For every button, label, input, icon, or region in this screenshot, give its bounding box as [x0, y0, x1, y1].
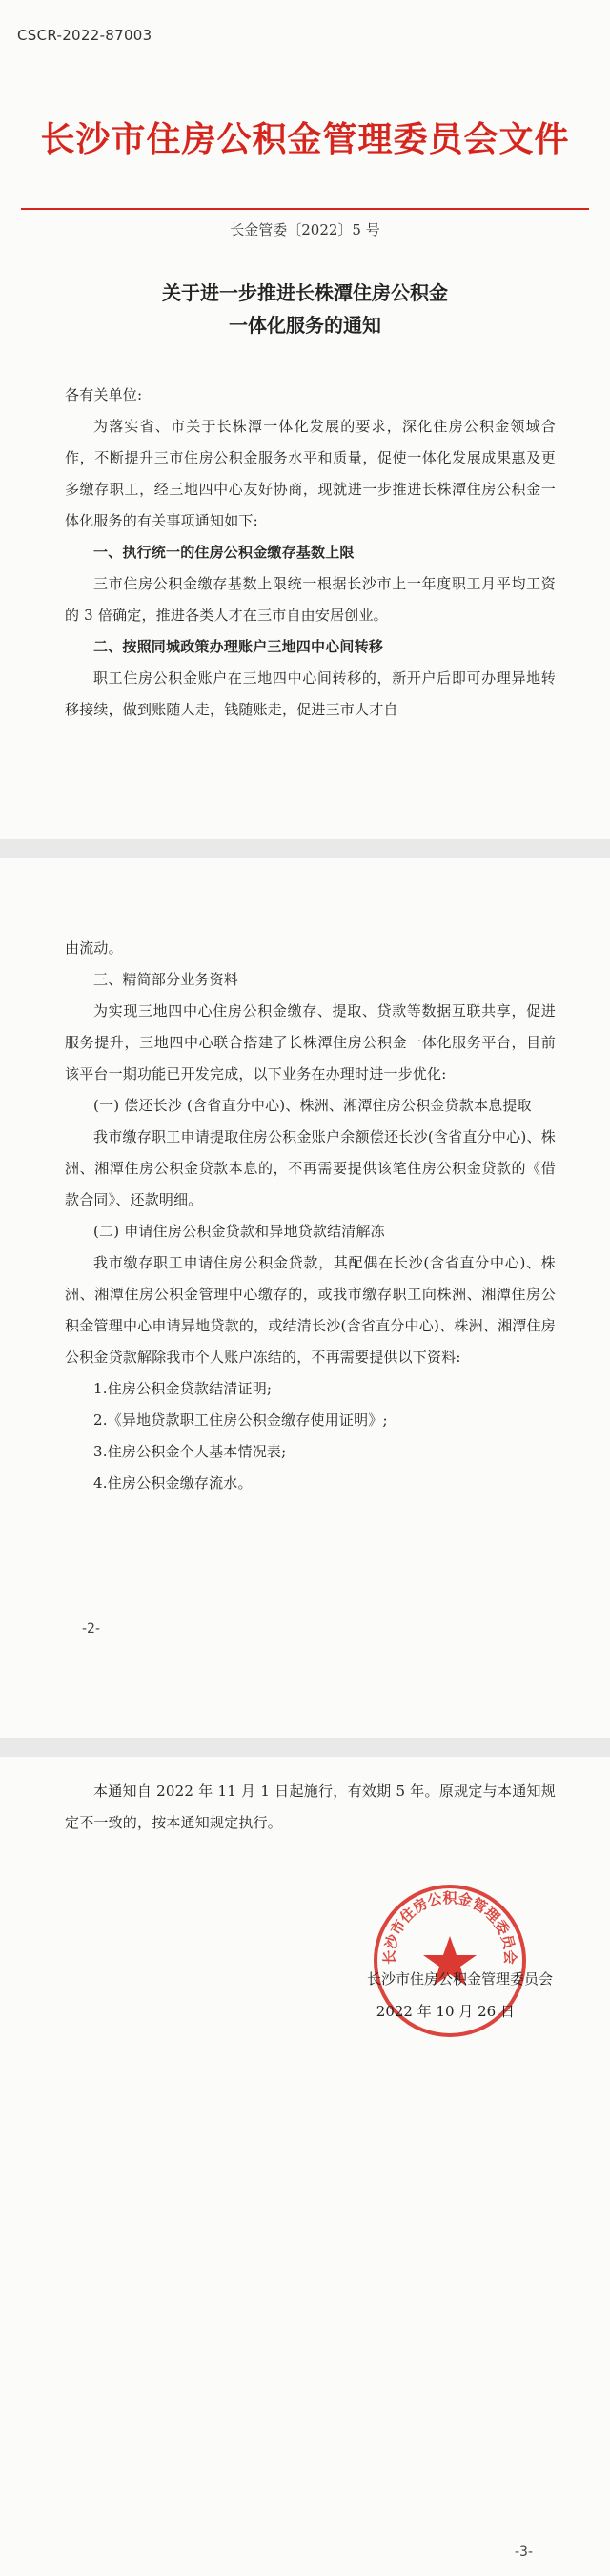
seal-text: 长沙市住房公积金管理委员会: [380, 1888, 519, 1965]
section1-heading: 一、执行统一的住房公积金缴存基数上限: [93, 544, 355, 561]
section3-paragraph: 为实现三地四中心住房公积金缴存、提取、贷款等数据互联共享，促进服务提升，三地四中心联合搭建了长株潭住房公积金一体化服务平台，目前该平台一期功能已开发完成，以下业务在办理时进一步优化:: [65, 1002, 556, 1082]
page-number: -3-: [515, 2545, 534, 2560]
item2-paragraph: 我市缴存职工申请住房公积金贷款，其配偶在长沙(含省直分中心)、株洲、湘潭住房公积金管理中心缴存的，或我市缴存职工向株洲、湘潭住房公积金管理中心申请异地贷款的，或结清长沙(含省直分中心)、株洲、湘潭住房公积金贷款解除我市个人账户冻结的，不再需要提供以下资料:: [65, 1254, 556, 1366]
section2-heading: 二、按照同城政策办理账户三地四中心间转移: [93, 638, 384, 655]
signature-date: 2022 年 10 月 26 日: [376, 2003, 515, 2020]
item1-paragraph: 我市缴存职工申请提取住房公积金账户余额偿还长沙(含省直分中心)、株洲、湘潭住房公积金贷款本息的，不再需要提供该笔住房公积金贷款的《借款合同》、还款明细。: [65, 1128, 556, 1208]
title-line-1: 关于进一步推进长株潭住房公积金: [162, 281, 448, 304]
title-line-2: 一体化服务的通知: [229, 314, 381, 337]
document-page-1: [0, 0, 610, 839]
list-item: 3.住房公积金个人基本情况表;: [93, 1443, 287, 1460]
section3-heading: 三、精简部分业务资料: [93, 971, 239, 988]
signature-block: [0, 1963, 553, 2028]
list-item: 1.住房公积金贷款结清证明;: [93, 1380, 273, 1397]
intro-paragraph: 为落实省、市关于长株潭一体化发展的要求，深化住房公积金领域合作，不断提升三市住房公积金服务水平和质量，促使一体化发展成果惠及更多缴存职工，经三地四中心友好协商，现就进一步推进长株潭住房公积金一体化服务的有关事项通知如下:: [65, 418, 556, 529]
item2-heading: (二) 申请住房公积金贷款和异地贷款结清解冻: [93, 1223, 385, 1240]
document-number: 长金管委〔2022〕5 号: [230, 221, 380, 238]
red-letterhead: 长沙市住房公积金管理委员会文件: [40, 119, 570, 159]
list-item: 2.《异地贷款职工住房公积金缴存使用证明》;: [93, 1412, 388, 1429]
page-number: -2-: [82, 1621, 101, 1637]
page2-body: [65, 933, 556, 1499]
closing-paragraph: 本通知自 2022 年 11 月 1 日起施行，有效期 5 年。原规定与本通知规定不一致的，按本通知规定执行。: [65, 1783, 556, 1831]
page3-body: [65, 1776, 556, 1839]
document-id: CSCR-2022-87003: [17, 27, 152, 44]
document-title: [0, 277, 610, 341]
red-divider-line: [21, 208, 589, 210]
item1-heading: (一) 偿还长沙 (含省直分中心)、株洲、湘潭住房公积金贷款本息提取: [93, 1097, 532, 1114]
continuation-text: 由流动。: [65, 939, 123, 957]
page1-body: [65, 380, 556, 726]
document-page-2: [0, 858, 610, 1738]
section1-paragraph: 三市住房公积金缴存基数上限统一根据长沙市上一年度职工月平均工资的 3 倍确定，推进各类人才在三市自由安居创业。: [65, 575, 556, 624]
document-page-3: [0, 1757, 610, 2576]
section2-paragraph: 职工住房公积金账户在三地四中心间转移的，新开户后即可办理异地转移接续，做到账随人走，钱随账走，促进三市人才自: [65, 670, 556, 718]
salutation: 各有关单位:: [65, 386, 143, 403]
signature-organization: 长沙市住房公积金管理委员会: [366, 1970, 553, 1988]
list-item: 4.住房公积金缴存流水。: [93, 1474, 253, 1492]
